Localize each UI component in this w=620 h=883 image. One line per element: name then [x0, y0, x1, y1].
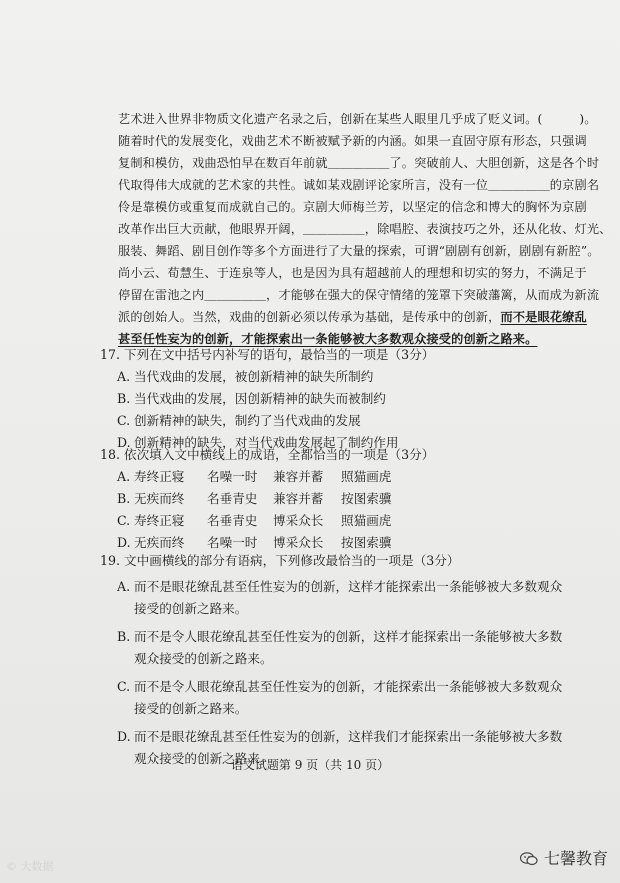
- q17-option-d: D. 创新精神的缺失，对当代戏曲发展起了制约作用: [117, 435, 399, 450]
- q19-option-c: C. 而不是令人眼花缭乱甚至任性妄为的创新，才能探索出一条能够被大多数观众 接受的创新之路来。: [117, 679, 563, 716]
- q17-option-b: B. 当代戏曲的发展，因创新精神的缺失而被制约: [117, 391, 386, 406]
- wechat-icon: [520, 851, 538, 865]
- q18-option-a: A. 寿终正寝 名噪一时 兼容并蓄 照猫画虎: [117, 469, 392, 484]
- passage-line-8: 尚小云、荀慧生、于连泉等人，也是因为具有超越前人的理想和切实的努力，不满足于: [118, 266, 587, 280]
- q19-option-a: A. 而不是眼花缭乱甚至任性妄为的创新，这样才能探索出一条能够被大多数观众 接受的创新之路来。: [117, 579, 563, 616]
- page-footer: 语文试题第 9 页（共 10 页）: [230, 758, 390, 772]
- passage-line-10: [118, 306, 587, 328]
- watermark-left: © 大数据: [6, 860, 54, 873]
- q18-option-c: C. 寿终正寝 名垂青史 博采众长 照猫画虎: [117, 513, 392, 528]
- q19-option-d: D. 而不是眼花缭乱甚至任性妄为的创新，这样我们才能探索出一条能够被大多数 观众接受的创新之路来。: [117, 729, 563, 766]
- passage-line-7: 服装、舞蹈、剧目创作等多个方面进行了大量的探索，可谓“剧剧有创新，剧剧有新腔”。: [118, 244, 600, 258]
- passage-line-1: 艺术进入世界非物质文化遗产名录之后，创新在某些人眼里几乎成了贬义词。( )。: [118, 112, 597, 126]
- passage-line-3: 复制和模仿，戏曲恐怕早在数百年前就＿＿＿＿＿了。突破前人、大胆创新，这是各个时: [118, 156, 600, 170]
- reading-passage: [118, 108, 612, 350]
- passage-line-4: 代取得伟大成就的艺术家的共性。诚如某戏剧评论家所言，没有一位＿＿＿＿＿的京剧名: [118, 178, 600, 192]
- q17-option-a: A. 当代戏曲的发展，被创新精神的缺失所制约: [117, 369, 374, 384]
- question-17: [100, 344, 510, 454]
- passage-line-10-head: 派的创始人。当然，戏曲的创新必须以传承为基础，是传承中的创新，: [118, 310, 501, 324]
- passage-line-2: 随着时代的发展变化，戏曲艺术不断被赋予新的内涵。如果一直固守原有形态，只强调: [118, 134, 587, 148]
- watermark-right: [520, 846, 608, 869]
- question-19-stem: 19. 文中画横线的部分有语病，下列修改最恰当的一项是（3分）: [100, 553, 460, 568]
- question-19: [100, 550, 563, 770]
- passage-line-9: 停留在雷池之内＿＿＿＿＿，才能够在强大的保守情绪的笼罩下突破藩篱，从而成为新流: [118, 288, 600, 302]
- q19-option-b: B. 而不是令人眼花缭乱甚至任性妄为的创新，这样才能探索出一条能够被大多数 观众接受的创新之路来。: [117, 629, 563, 666]
- passage-line-5: 伶是靠模仿或重复而成就自己的。京剧大师梅兰芳，以坚定的信念和博大的胸怀为京剧: [118, 200, 587, 214]
- question-18-stem: 18. 依次填入文中横线上的成语，全都恰当的一项是（3分）: [100, 447, 435, 462]
- underlined-sentence-start: 而不是眼花缭乱: [500, 310, 587, 324]
- q18-option-b: B. 无疾而终 名垂青史 兼容并蓄 按图索骥: [117, 491, 392, 506]
- passage-line-6: 改革作出巨大贡献，他眼界开阔，＿＿＿＿＿，除唱腔、表演技巧之外，还从化妆、灯光、: [118, 222, 612, 236]
- underlined-sentence-end: 甚至任性妄为的创新，才能探索出一条能够被大多数观众接受的创新之路来。: [118, 332, 538, 346]
- question-18: [100, 444, 510, 554]
- q18-option-d: D. 无疾而终 名噪一时 博采众长 按图索骥: [117, 535, 392, 550]
- watermark-right-text: 七馨教育: [543, 849, 608, 868]
- q17-option-c: C. 创新精神的缺失，制约了当代戏曲的发展: [117, 413, 361, 428]
- question-17-stem: 17. 下列在文中括号内补写的语句，最恰当的一项是（3分）: [100, 347, 435, 362]
